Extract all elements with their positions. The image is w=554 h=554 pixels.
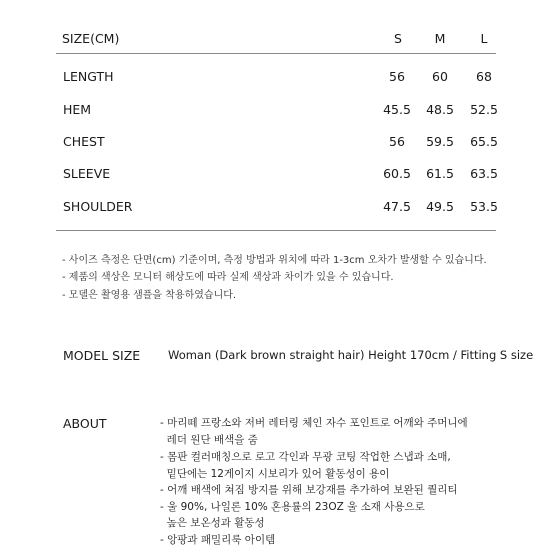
about-label: ABOUT [63,416,107,431]
cell-value: 49.5 [426,199,454,214]
about-line: 밑단에는 12게이지 시보리가 있어 활동성이 용이 [160,468,390,480]
about-line: - 앙팡과 패밀리룩 아이템 [160,534,276,546]
cell-value: 52.5 [470,102,498,117]
model-size-value: Woman (Dark brown straight hair) Height 170cm / Fitting S size [168,348,534,362]
cell-value: 56 [389,134,405,149]
header-divider [56,53,496,54]
note-line: - 사이즈 측정은 단면(cm) 기준이며, 측정 방법과 위치에 따라 1-3cm 오차가 발생할 수 있습니다. [62,255,487,266]
cell-value: 48.5 [426,102,454,117]
cell-value: 45.5 [383,102,411,117]
row-label-length: LENGTH [63,69,114,84]
about-line: 높은 보온성과 활동성 [160,517,265,529]
cell-value: 63.5 [470,166,498,181]
row-label-shoulder: SHOULDER [63,199,133,214]
cell-value: 59.5 [426,134,454,149]
about-line: 레더 원단 배색을 줌 [160,434,258,446]
cell-value: 68 [476,69,492,84]
about-line: - 울 90%, 나일론 10% 혼용률의 23OZ 울 소재 사용으로 [160,501,425,513]
note-line: - 모델은 촬영용 샘플을 착용하였습니다. [62,290,237,301]
about-line: - 어깨 배색에 쳐짐 방지를 위해 보강재를 추가하여 보완된 퀄리티 [160,484,458,496]
cell-value: 61.5 [426,166,454,181]
size-table-header-label: SIZE(CM) [62,31,120,46]
row-label-chest: CHEST [63,134,105,149]
model-size-label: MODEL SIZE [63,348,141,363]
row-label-hem: HEM [63,102,92,117]
size-header-m: M [434,31,446,46]
cell-value: 60.5 [383,166,411,181]
about-line: - 마리떼 프랑소와 저버 레터링 체인 자수 포인트로 어깨와 주머니에 [160,417,468,429]
table-bottom-divider [56,230,496,231]
row-label-sleeve: SLEEVE [63,166,111,181]
note-line: - 제품의 색상은 모니터 해상도에 따라 실제 색상과 차이가 있을 수 있습니다. [62,272,394,283]
cell-value: 53.5 [470,199,498,214]
cell-value: 56 [389,69,405,84]
cell-value: 47.5 [383,199,411,214]
cell-value: 60 [432,69,448,84]
size-header-l: L [480,31,488,46]
size-header-s: S [394,31,402,46]
about-line: - 몸판 컬러매칭으로 로고 각인과 무광 코팅 작업한 스냅과 소매, [160,451,451,463]
cell-value: 65.5 [470,134,498,149]
